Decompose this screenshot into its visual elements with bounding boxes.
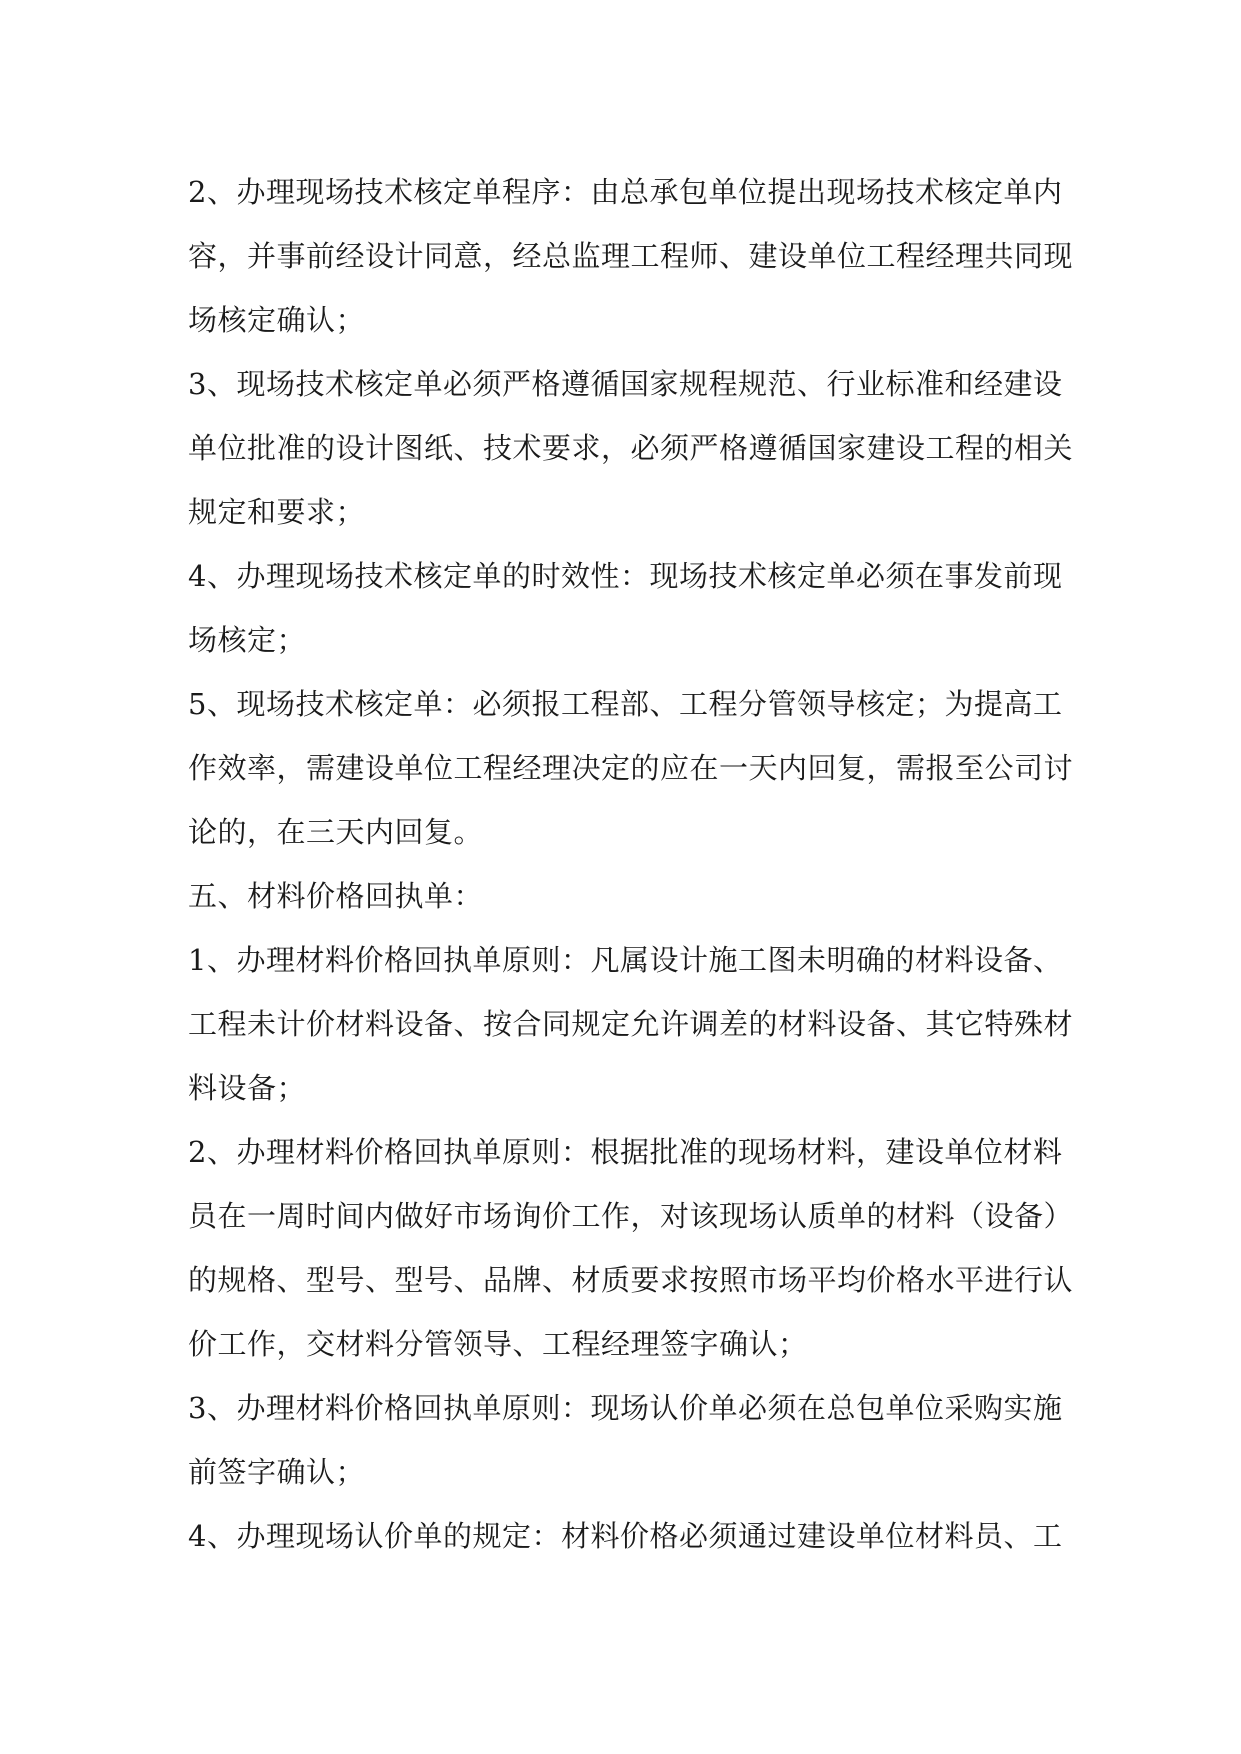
text-line: 5、现场技术核定单：必须报工程部、工程分管领导核定；为提高工 (188, 687, 1063, 721)
text-line: 规定和要求； (188, 495, 366, 529)
text-line: 场核定； (188, 623, 307, 657)
text-line: 2、办理现场技术核定单程序：由总承包单位提出现场技术核定单内 (188, 175, 1063, 209)
text-line: 的规格、型号、型号、品牌、材质要求按照市场平均价格水平进行认 (188, 1263, 1074, 1297)
text-line: 员在一周时间内做好市场询价工作，对该现场认质单的材料（设备） (188, 1199, 1074, 1233)
text-line: 3、现场技术核定单必须严格遵循国家规程规范、行业标准和经建设 (188, 367, 1063, 401)
text-line: 前签字确认； (188, 1455, 366, 1489)
text-line: 4、办理现场技术核定单的时效性：现场技术核定单必须在事发前现 (188, 559, 1063, 593)
text-line: 1、办理材料价格回执单原则：凡属设计施工图未明确的材料设备、 (188, 943, 1063, 977)
text-line: 工程未计价材料设备、按合同规定允许调差的材料设备、其它特殊材 (188, 1007, 1074, 1041)
document-body (188, 160, 1074, 1568)
text-line: 料设备； (188, 1071, 307, 1105)
section-heading: 五、材料价格回执单： (188, 879, 484, 913)
text-line: 场核定确认； (188, 303, 366, 337)
text-line: 容，并事前经设计同意，经总监理工程师、建设单位工程经理共同现 (188, 239, 1074, 273)
text-line: 2、办理材料价格回执单原则：根据批准的现场材料，建设单位材料 (188, 1135, 1063, 1169)
text-line: 单位批准的设计图纸、技术要求，必须严格遵循国家建设工程的相关 (188, 431, 1074, 465)
text-line: 论的，在三天内回复。 (188, 815, 484, 849)
text-line: 作效率，需建设单位工程经理决定的应在一天内回复，需报至公司讨 (188, 751, 1074, 785)
text-line: 3、办理材料价格回执单原则：现场认价单必须在总包单位采购实施 (188, 1391, 1063, 1425)
text-line: 价工作，交材料分管领导、工程经理签字确认； (188, 1327, 808, 1361)
text-line: 4、办理现场认价单的规定：材料价格必须通过建设单位材料员、工 (188, 1519, 1063, 1553)
